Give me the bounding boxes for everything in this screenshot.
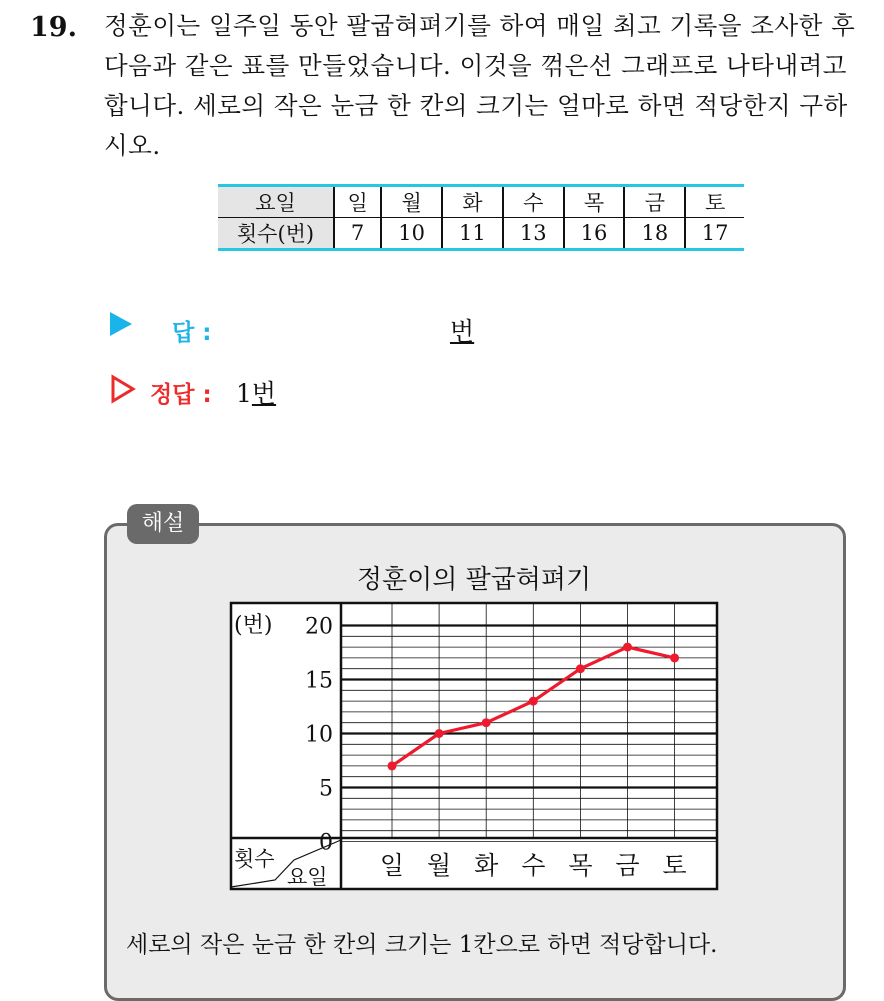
data-point (529, 697, 538, 706)
table-cell-day: 금 (624, 186, 685, 218)
data-point (670, 653, 679, 662)
y-axis-unit: (번) (234, 613, 273, 638)
table-cell-count: 13 (503, 218, 564, 250)
table-cell-day: 화 (442, 186, 503, 218)
table-cell-count: 18 (624, 218, 685, 250)
y-tick-label: 15 (305, 668, 333, 694)
solution-tag: 해설 (127, 504, 199, 544)
data-point (623, 643, 632, 652)
table-header-day: 요일 (218, 186, 334, 218)
x-tick-label: 금 (615, 851, 640, 880)
x-tick-label: 일 (379, 851, 405, 880)
data-point (482, 718, 491, 727)
table-cell-count: 17 (685, 218, 744, 250)
y-tick-label: 5 (319, 776, 333, 802)
answer-label: 답 : (172, 320, 212, 346)
table-cell-count: 10 (381, 218, 442, 250)
x-tick-label: 월 (427, 851, 452, 880)
x-tick-label: 화 (474, 851, 499, 880)
corner-x-label: 요일 (287, 865, 328, 889)
correct-answer-unit: 번 (251, 379, 277, 408)
y-tick-label: 10 (305, 722, 333, 748)
correct-answer-label: 정답 : (150, 382, 212, 408)
table-cell-day: 일 (334, 186, 381, 218)
table-header-count: 횟수(번) (218, 218, 334, 250)
question-text: 정훈이는 일주일 동안 팔굽혀펴기를 하여 매일 최고 기록을 조사한 후 다음과 같은 표를 만들었습니다. 이것을 꺾은선 그래프로 나타내려고 합니다. 세로의 작은 눈금 한 칸의 크기는 얼마로 하면 적당한지 구하시오. (104, 11, 856, 160)
plot-background (231, 603, 717, 889)
table-cell-day: 목 (564, 186, 625, 218)
corner-y-label: 횟수 (234, 847, 275, 871)
correct-answer-number: 1 (236, 379, 252, 408)
table-cell-count: 11 (442, 218, 503, 250)
chart-title: 정훈이의 팔굽혀펴기 (356, 565, 592, 595)
x-tick-label: 목 (568, 851, 593, 880)
data-point (576, 664, 585, 673)
data-point (388, 761, 397, 770)
x-tick-label: 수 (521, 851, 546, 880)
table-cell-day: 수 (503, 186, 564, 218)
table-cell-count: 7 (334, 218, 381, 250)
question-number: 19. (30, 12, 77, 43)
y-tick-label: 20 (305, 614, 333, 640)
y-tick-label: 0 (319, 830, 333, 856)
solution-explanation: 세로의 작은 눈금 한 칸의 크기는 1칸으로 하면 적당합니다. (126, 932, 718, 958)
table-cell-count: 16 (564, 218, 625, 250)
x-tick-label: 토 (662, 851, 687, 880)
answer-blank-unit: 번 (450, 317, 475, 346)
data-point (435, 729, 444, 738)
table-cell-day: 토 (685, 186, 744, 218)
table-cell-day: 월 (381, 186, 442, 218)
